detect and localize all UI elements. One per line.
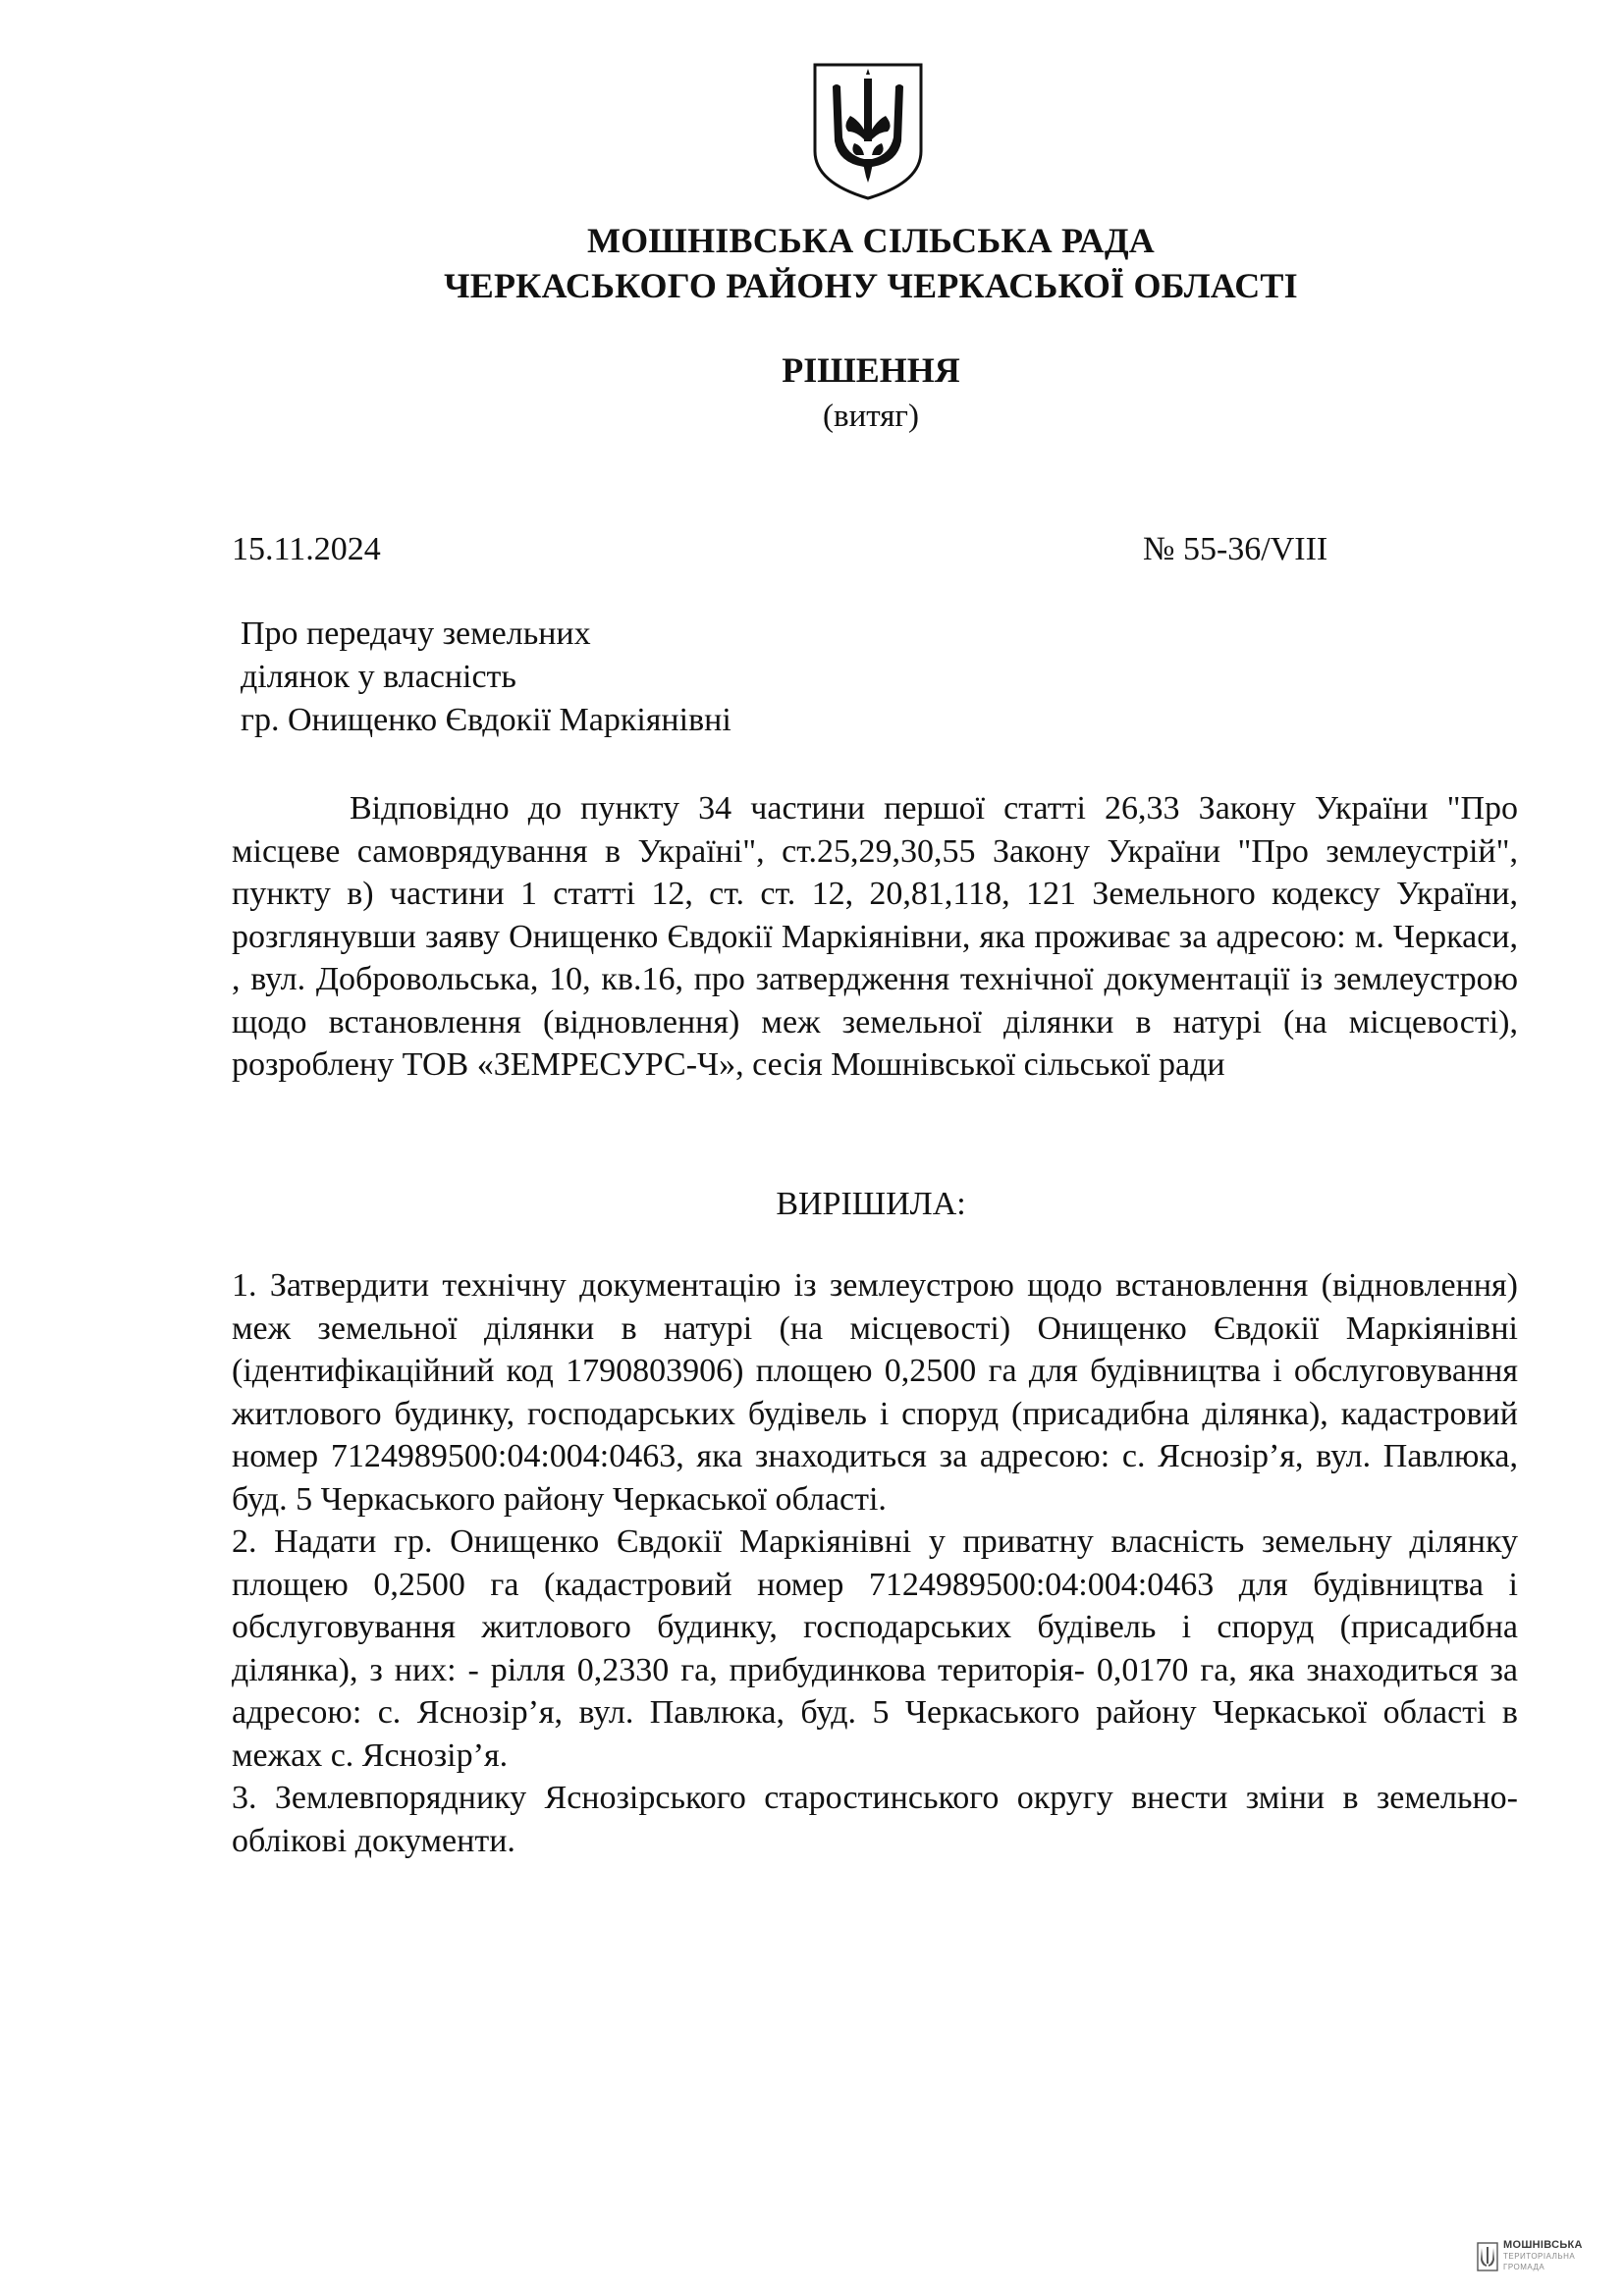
council-district: ЧЕРКАСЬКОГО РАЙОНУ ЧЕРКАСЬКОЇ ОБЛАСТІ: [444, 266, 1298, 305]
council-name: МОШНІВСЬКА СІЛЬСЬКА РАДА: [586, 221, 1156, 260]
subject-line: гр. Онищенко Євдокії Маркіянівні: [241, 702, 731, 738]
resolution-item: 1. Затвердити технічну документацію із землеустрою щодо встановлення (відновлення) меж земельної ділянки в натурі (на місцевості) Онищенко Євдокії Маркіянівні (ідентифікаційний код 1790803906) площею 0,2500 га для будівництва і обслуговування житлового будинку, господарських будівель і споруд (присадибна ділянка), кадастровий номер 7124989500:04:004:0463, яка знаходиться за адресою: с. Яснозір’я, вул. Павлюка, буд. 5 Черкаського району Черкаської області.: [232, 1267, 1518, 1518]
subject-line: ділянок у власність: [241, 659, 516, 695]
decision-subject: [241, 613, 731, 742]
community-logo-text: [1503, 2240, 1583, 2272]
resolution-item: 2. Надати гр. Онищенко Євдокії Маркіянівні у приватну власність земельну ділянку площею 0,2500 га (кадастровий номер 7124989500:04:004:0463 для будівництва і обслуговування житлового будинку, господарських будівель і споруд (присадибна ділянка), з них: - рілля 0,2330 га, прибудинкова територія- 0,0170 га, яка знаходиться за адресою: с. Яснозір’я, вул. Павлюка, буд. 5 Черкаського району Черкаської області в межах с. Яснозір’я.: [232, 1523, 1518, 1774]
decision-number: № 55-36/VIII: [1143, 531, 1328, 567]
logo-line: ТЕРИТОРІАЛЬНА: [1503, 2252, 1576, 2261]
logo-line: ГРОМАДА: [1503, 2263, 1545, 2271]
community-logo: [1477, 2240, 1583, 2272]
logo-line: МОШНІВСЬКА: [1503, 2239, 1583, 2251]
trident-coat-of-arms-icon: [811, 61, 925, 200]
decision-date: 15.11.2024: [232, 531, 381, 567]
community-logo-icon: [1477, 2242, 1498, 2271]
preamble-paragraph: Відповідно до пункту 34 частини першої статті 26,33 Закону України "Про місцеве самоврядування в Україні", ст.25,29,30,55 Закону України "Про землеустрій", пункту в) частини 1 статті 12, ст. ст. 12, 20,81,118, 121 Земельного кодексу України, розглянувши заяву Онищенко Євдокії Маркіянівни, яка проживає за адресою: м. Черкаси, , вул. Добровольська, 10, кв.16, про затвердження технічної документації із землеустрою щодо встановлення (відновлення) меж земельної ділянки в натурі (на місцевості), розроблену ТОВ «ЗЕМРЕСУРС-Ч», сесія Мошнівської сільської ради: [232, 790, 1518, 1083]
resolved-heading: ВИРІШИЛА:: [776, 1186, 966, 1222]
document-subtype: (витяг): [823, 399, 919, 434]
resolution-items: [232, 1264, 1518, 1862]
subject-line: Про передачу земельних: [241, 615, 591, 652]
resolution-item: 3. Землевпоряднику Яснозірського старостинського округу внести зміни в земельно-облікові документи.: [232, 1780, 1518, 1859]
document-type: РІШЕННЯ: [782, 350, 960, 390]
